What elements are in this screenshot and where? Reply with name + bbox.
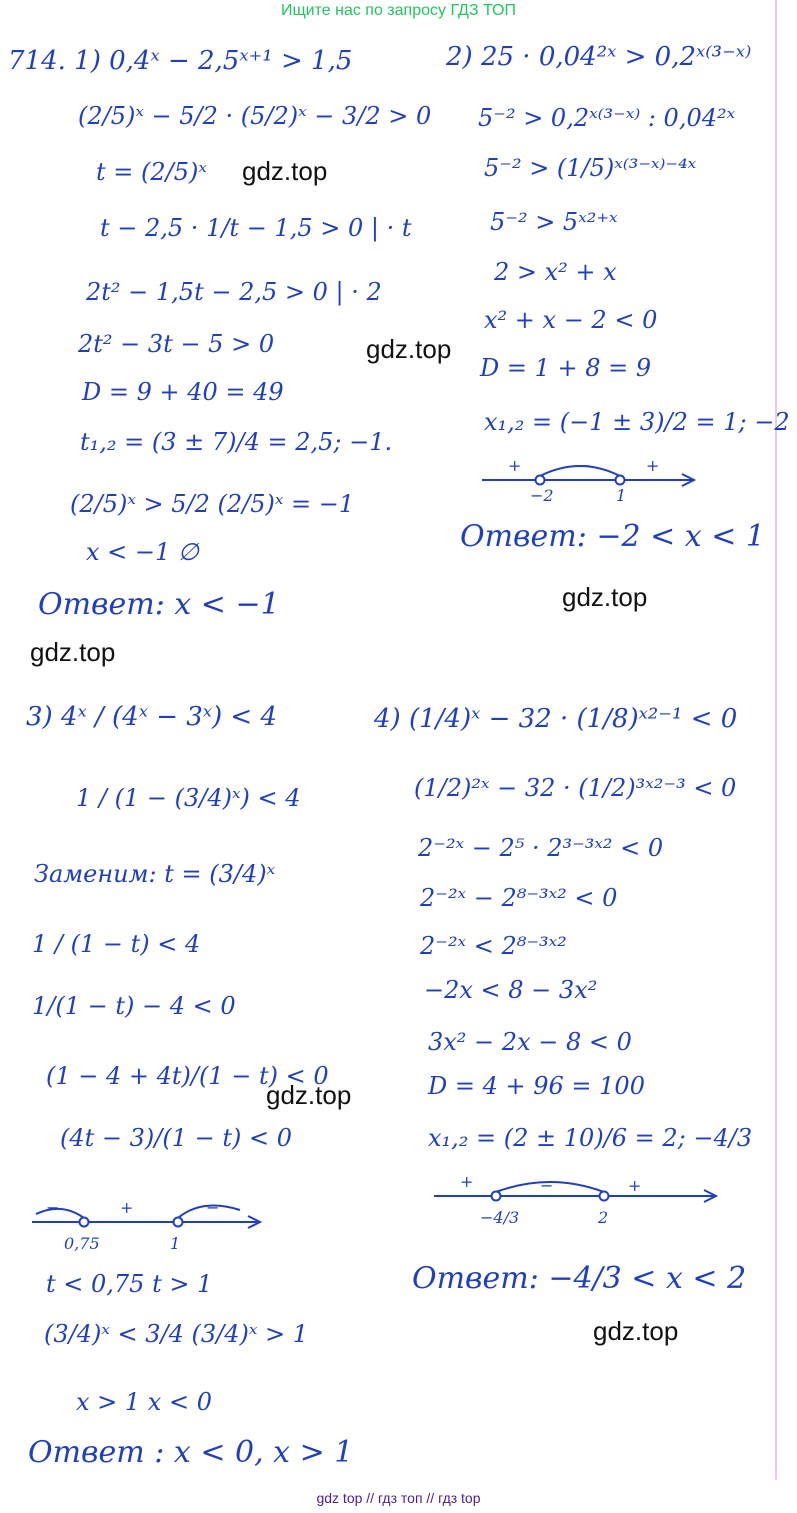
part-4-point-label: −4/3 bbox=[480, 1208, 520, 1227]
part-1-line: 714. 1) 0,4ˣ − 2,5ˣ⁺¹ > 1,5 bbox=[8, 46, 353, 76]
part-2-sign: − bbox=[578, 456, 592, 475]
number-line-arc bbox=[36, 1209, 84, 1218]
part-2-line: 2) 25 · 0,04²ˣ > 0,2ˣ⁽³⁻ˣ⁾ bbox=[446, 42, 752, 72]
part-2-point-label: 1 bbox=[616, 486, 627, 505]
part-1-line: 2t² − 1,5t − 2,5 > 0 | · 2 bbox=[86, 278, 382, 306]
part-3-line: (1 − 4 + 4t)/(1 − t) < 0 bbox=[46, 1062, 329, 1090]
part-4-line: 4) (1/4)ˣ − 32 · (1/8)ˣ²⁻¹ < 0 bbox=[374, 704, 738, 734]
watermark: gdz.top bbox=[242, 156, 328, 186]
watermark: gdz.top bbox=[562, 582, 648, 612]
top-banner[interactable]: Ищите нас по запросу ГДЗ ТОП bbox=[281, 2, 516, 19]
part-2-sign: + bbox=[646, 456, 660, 475]
part-4-point-label: 2 bbox=[598, 1208, 609, 1227]
number-line-point bbox=[80, 1218, 89, 1227]
part-3-answer: Ответ : x < 0, x > 1 bbox=[28, 1435, 354, 1470]
part-1-line: t₁,₂ = (3 ± 7)/4 = 2,5; −1. bbox=[80, 428, 393, 456]
part-4-sign: + bbox=[460, 1172, 474, 1191]
part-4-sign: − bbox=[540, 1176, 554, 1195]
part-3-line: 1 / (1 − t) < 4 bbox=[32, 930, 201, 958]
part-1-line: t − 2,5 · 1/t − 1,5 > 0 | · t bbox=[100, 214, 412, 242]
part-2-line: 2 > x² + x bbox=[494, 258, 617, 286]
part-2-line: x² + x − 2 < 0 bbox=[484, 306, 658, 334]
part-3-point-label: 1 bbox=[170, 1234, 181, 1253]
part-3-line: (4t − 3)/(1 − t) < 0 bbox=[60, 1124, 293, 1152]
watermark: gdz.top bbox=[366, 334, 452, 364]
part-4-sign: + bbox=[628, 1176, 642, 1195]
part-3-line: 1/(1 − t) − 4 < 0 bbox=[32, 992, 236, 1020]
part-1-line: (2/5)ˣ > 5/2 (2/5)ˣ = −1 bbox=[70, 490, 355, 518]
part-4-line: D = 4 + 96 = 100 bbox=[428, 1072, 645, 1100]
part-3-line: Заменим: t = (3/4)ˣ bbox=[34, 860, 276, 888]
part-2-line: 5⁻² > 0,2ˣ⁽³⁻ˣ⁾ : 0,04²ˣ bbox=[478, 104, 736, 132]
part-1-line: t = (2/5)ˣ bbox=[96, 158, 207, 186]
part-1-answer: Ответ: x < −1 bbox=[38, 587, 280, 622]
part-4-line: x₁,₂ = (2 ± 10)/6 = 2; −4/3 bbox=[428, 1124, 753, 1152]
part-3-sign: + bbox=[120, 1198, 134, 1217]
part-4-number-line bbox=[432, 1170, 722, 1220]
part-3-sign: − bbox=[46, 1198, 60, 1217]
part-3-line: 1 / (1 − (3/4)ˣ) < 4 bbox=[76, 784, 301, 812]
part-2-sign: + bbox=[508, 456, 522, 475]
part-2-line: 5⁻² > (1/5)ˣ⁽³⁻ˣ⁾⁻⁴ˣ bbox=[484, 154, 697, 182]
number-line-point bbox=[492, 1192, 501, 1201]
watermark: gdz.top bbox=[266, 1080, 352, 1110]
part-4-line: 2⁻²ˣ < 2⁸⁻³ˣ² bbox=[420, 932, 567, 960]
part-4-line: (1/2)²ˣ − 32 · (1/2)³ˣ²⁻³ < 0 bbox=[414, 774, 737, 802]
watermark: gdz.top bbox=[593, 1316, 679, 1346]
watermark: gdz.top bbox=[30, 637, 116, 667]
part-1-line: (2/5)ˣ − 5/2 · (5/2)ˣ − 3/2 > 0 bbox=[78, 102, 432, 130]
part-1-line: D = 9 + 40 = 49 bbox=[82, 378, 284, 406]
part-4-line: 2⁻²ˣ − 2⁸⁻³ˣ² < 0 bbox=[420, 884, 618, 912]
part-3-line: x > 1 x < 0 bbox=[76, 1388, 212, 1416]
part-4-line: −2x < 8 − 3x² bbox=[424, 976, 598, 1004]
number-line-point bbox=[616, 476, 625, 485]
part-3-line: 3) 4ˣ / (4ˣ − 3ˣ) < 4 bbox=[26, 702, 278, 732]
part-1-line: 2t² − 3t − 5 > 0 bbox=[78, 330, 275, 358]
part-1-line: x < −1 ∅ bbox=[86, 538, 199, 566]
number-line-point bbox=[536, 476, 545, 485]
part-3-line: t < 0,75 t > 1 bbox=[46, 1270, 213, 1298]
part-4-line: 2⁻²ˣ − 2⁵ · 2³⁻³ˣ² < 0 bbox=[418, 834, 664, 862]
part-2-line: 5⁻² > 5ˣ²⁺ˣ bbox=[490, 208, 618, 236]
part-3-point-label: 0,75 bbox=[64, 1234, 100, 1253]
number-line-point bbox=[600, 1192, 609, 1201]
part-3-line: (3/4)ˣ < 3/4 (3/4)ˣ > 1 bbox=[44, 1320, 308, 1348]
part-2-line: x₁,₂ = (−1 ± 3)/2 = 1; −2 bbox=[484, 408, 790, 436]
part-4-line: 3x² − 2x − 8 < 0 bbox=[428, 1028, 632, 1056]
number-line-point bbox=[174, 1218, 183, 1227]
part-3-sign: − bbox=[206, 1198, 220, 1217]
part-4-answer: Ответ: −4/3 < x < 2 bbox=[412, 1261, 747, 1296]
part-2-answer: Ответ: −2 < x < 1 bbox=[460, 519, 765, 554]
part-2-point-label: −2 bbox=[530, 486, 554, 505]
part-2-line: D = 1 + 8 = 9 bbox=[480, 354, 652, 382]
bottom-banner[interactable]: gdz top // гдз топ // гдз top bbox=[316, 1490, 481, 1506]
notebook-margin-line bbox=[775, 0, 777, 1480]
